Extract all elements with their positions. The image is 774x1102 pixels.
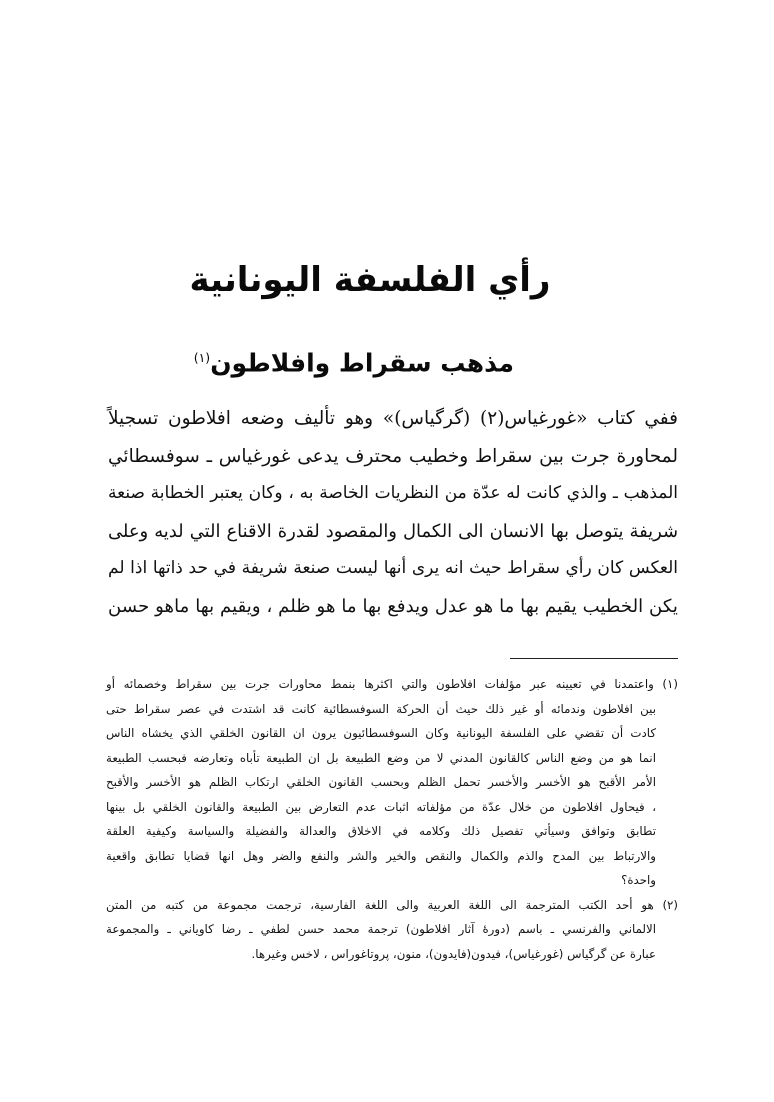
footnote-2 [106, 893, 678, 967]
footnote-line: والارتباط بين المدح والذم والكمال والنقص والخير والشر والنفع والضر وهل انها قضايا تطابق واقعية [106, 848, 656, 863]
footnote-marker: (١) [193, 350, 211, 365]
body-line: ففي كتاب «غورغياس(٢) (گرگیاس)» وهو تأليف وضعه افلاطون تسجيلاً [108, 408, 678, 429]
footnote-line: الأمر الأقبح هو الأخسر والأخسر تحمل الظلم وبحسب القانون الخلقي ارتكاب الظلم هو الأخسر والأقبح [106, 775, 656, 789]
footnotes [106, 672, 678, 966]
chapter-title: رأي الفلسفة اليونانية [189, 260, 551, 300]
footnote-line: ، فيحاول افلاطون من خلال عدّة من مؤلفاته اثبات عدم التعارض بين الطبيعة والقانون الخلقي بل بينها [106, 799, 656, 814]
footnote-line: بين افلاطون وندمائه أو غير ذلك حيث أن الحركة السوفسطائية كانت قد اشتدت في عصر سقراط حتى [106, 701, 656, 716]
body-line: العكس كان رأي سقراط حيث انه يرى أنها ليست صنعة شريفة في حد ذاتها اذا لم [108, 558, 678, 578]
body-line: شريفة يتوصل بها الانسان الى الكمال والمقصود لقدرة الاقناع التي لديه وعلى [108, 520, 678, 542]
section-title [194, 338, 514, 383]
body-paragraph [108, 400, 678, 625]
footnote-separator [510, 658, 678, 659]
footnote-line: (١) واعتمدنا في تعيينه عبر مؤلفات افلاطون والتي اكثرها بنمط محاورات جرت بين سقراط وخصمائه أو [106, 677, 678, 691]
footnote-line: تطابق وتوافق وسيأتي تفصيل ذلك وكلامه في الاخلاق والعدالة والفضيلة والسياسة وكيفية العلقة [106, 824, 656, 838]
footnote-line: واحدة؟ [621, 873, 656, 887]
footnote-line: عبارة عن گرگیاس (غورغياس)، فيدون(فايدون)، منون، پروتاغوراس ، لاخس وغيرها. [251, 946, 656, 961]
footnote-line: انما هو من وضع الناس كالقانون المدني لا من وضع الطبيعة بل ان الطبيعة تأباه وتعارضه فبحسب الطبيعة [106, 750, 656, 765]
body-line: يكن الخطيب يقيم بها ما هو عدل ويدفع بها ما هو ظلم ، ويقيم بها ماهو حسن [108, 595, 678, 617]
body-line: لمحاورة جرت بين سقراط وخطيب محترف يدعى غورغياس ـ سوفسطائي [108, 445, 678, 467]
footnote-line: الالماني والفرنسي ـ باسم (دورهٔ آثار افلاطون) ترجمة محمد حسن لطفي ـ رضا كاوياني ـ والمجموعة [106, 922, 656, 936]
body-line: المذهب ـ والذي كانت له عدّة من النظريات الخاصة به ، وكان يعتبر الخطابة صنعة [108, 483, 678, 503]
footnote-line: كادت أن تقضي على الفلسفة اليونانية وكان السوفسطائيون يرون ان القانون الخلقي الذي يخشاه الناس [106, 726, 656, 740]
footnote-line: (٢) هو أحد الكتب المترجمة الى اللغة العربية والى اللغة الفارسية، ترجمت مجموعة من كتبه من المتن [106, 897, 678, 912]
section-title-text: مذهب سقراط وافلاطون [210, 348, 514, 378]
footnote-1 [106, 672, 678, 893]
